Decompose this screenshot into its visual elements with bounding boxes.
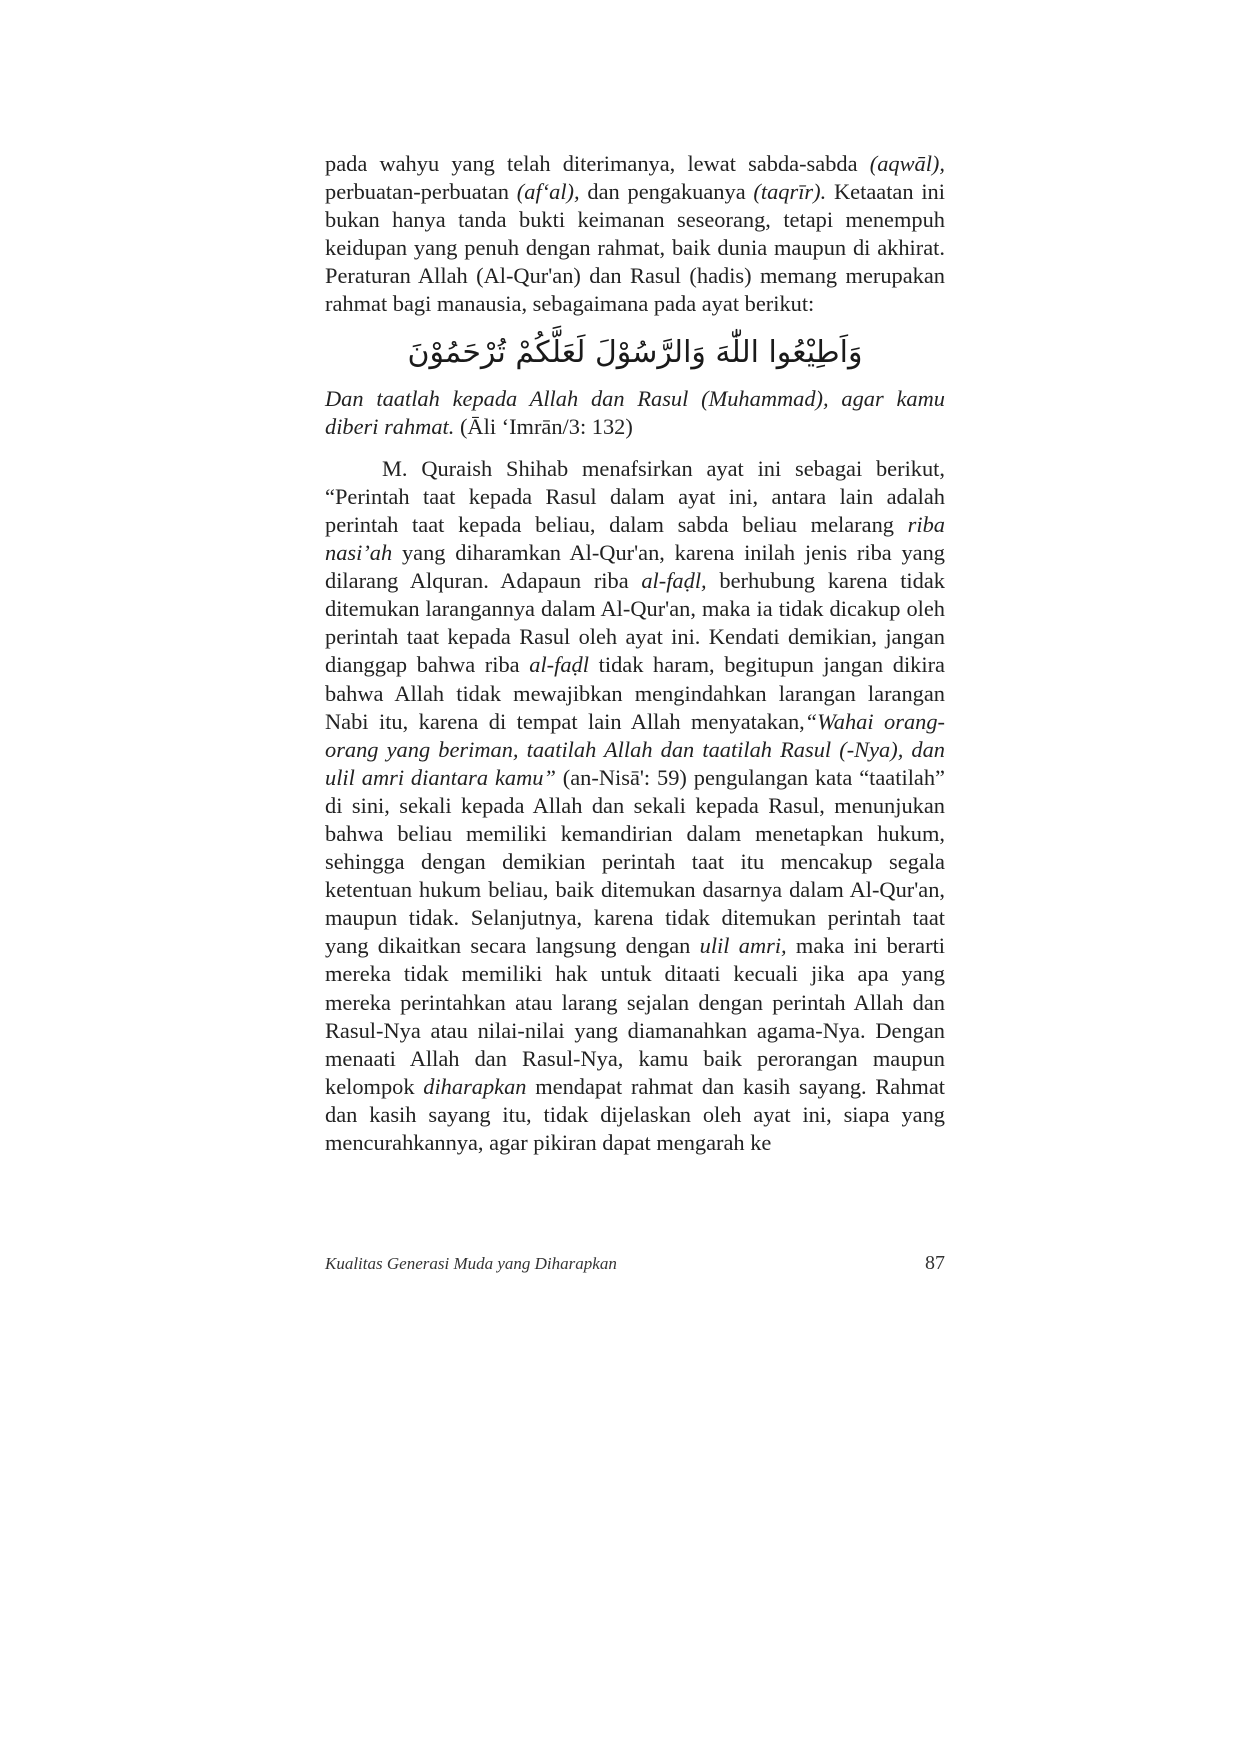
italic-term: riba nasi’ah [325,511,945,566]
text-run: mendapat rahmat dan kasih sayang. Rahmat dan kasih sayang itu, tidak dijelaskan oleh ayat ini, siapa yang mencurahkannya, agar pikiran dapat mengarah ke [325,1073,945,1155]
text-run: tidak haram, begitupun jangan dikira bahwa Allah tidak mewajibkan mengindahkan larangan larangan Nabi itu, karena di tempat lain Allah menyatakan, [325,652,945,734]
text-run: yang diharamkan Al-Qur'an, karena inilah jenis riba yang dilarang Alquran. Adapaun riba [325,540,945,594]
paragraph-intro [325,150,945,319]
translation-text: Dan taatlah kepada Allah dan Rasul (Muhammad), agar kamu diberi rahmat. [325,385,945,439]
italic-term: al-faḍl [529,652,589,678]
italic-term: (aqwāl), [869,151,945,176]
italic-term: diharapkan [423,1073,527,1099]
text-run: perbuatan-perbuatan [325,179,517,205]
arabic-verse: وَاَطِيْعُوا اللّٰهَ وَالرَّسُوْلَ لَعَلَّكُمْ تُرْحَمُوْنَ [407,334,863,370]
italic-quote: “Wahai orang-orang yang beriman, taatilah Allah dan taatilah Rasul (-Nya), dan ulil amri diantara kamu” [325,708,945,790]
italic-term: (taqrīr). [753,179,827,205]
text-run: Ketaatan ini bukan hanya tanda bukti keimanan seseorang, tetapi menempuh keidupan yang penuh dengan rahmat, baik dunia maupun di akhirat. Peraturan Allah (Al-Qur'an) dan Rasul (hadis) memang merupakan rahmat bagi manausia, sebagaimana pada ayat berikut: [325,179,945,317]
text-run: maka ini berarti mereka tidak memiliki hak untuk ditaati kecuali jika apa yang mereka perintahkan atau larang sejalan dengan perintah Allah dan Rasul-Nya atau nilai-nilai yang diamanahkan agama-Nya. Dengan menaati Allah dan Rasul-Nya, kamu baik perorangan maupun kelompok [325,933,946,1099]
italic-term: (af‘al), [516,179,580,205]
body-text [325,150,945,1157]
running-footer-title: Kualitas Generasi Muda yang Diharapkan [325,1254,617,1273]
text-run: M. Quraish Shihab menafsirkan ayat ini sebagai berikut, “Perintah taat kepada Rasul dalam ayat ini, antara lain adalah perintah taat kepada beliau, dalam sabda beliau melarang [325,455,945,537]
italic-term: al-faḍl, [641,568,707,594]
text-run: pada wahyu yang telah diterimanya, lewat sabda-sabda [325,151,870,176]
text-run: berhubung karena tidak ditemukan larangannya dalam Al-Qur'an, maka ia tidak dicakup oleh perintah taat kepada Rasul oleh ayat ini. Kendati demikian, jangan dianggap bahwa riba [325,568,945,678]
text-run: (an-Nisā': 59) pengulangan kata “taatilah” di sini, sekali kepada Allah dan sekali kepada Rasul, menunjukan bahwa beliau memiliki kemandirian dalam menetapkan hukum, sehingga dengan demikian perintah taat itu mencakup segala ketentuan hukum beliau, baik ditemukan dasarnya dalam Al-Qur'an, maupun tidak. Selanjutnya, karena tidak ditemukan perintah taat yang dikaitkan secara langsung dengan [325,764,945,959]
verse-reference: (Āli ‘Imrān/3: 132) [454,413,633,439]
page-number: 87 [925,1252,945,1274]
text-run: dan pengakuanya [579,179,754,205]
italic-term: ulil amri, [699,933,787,959]
paragraph-tafsir [325,455,945,1157]
verse-translation [325,385,945,441]
